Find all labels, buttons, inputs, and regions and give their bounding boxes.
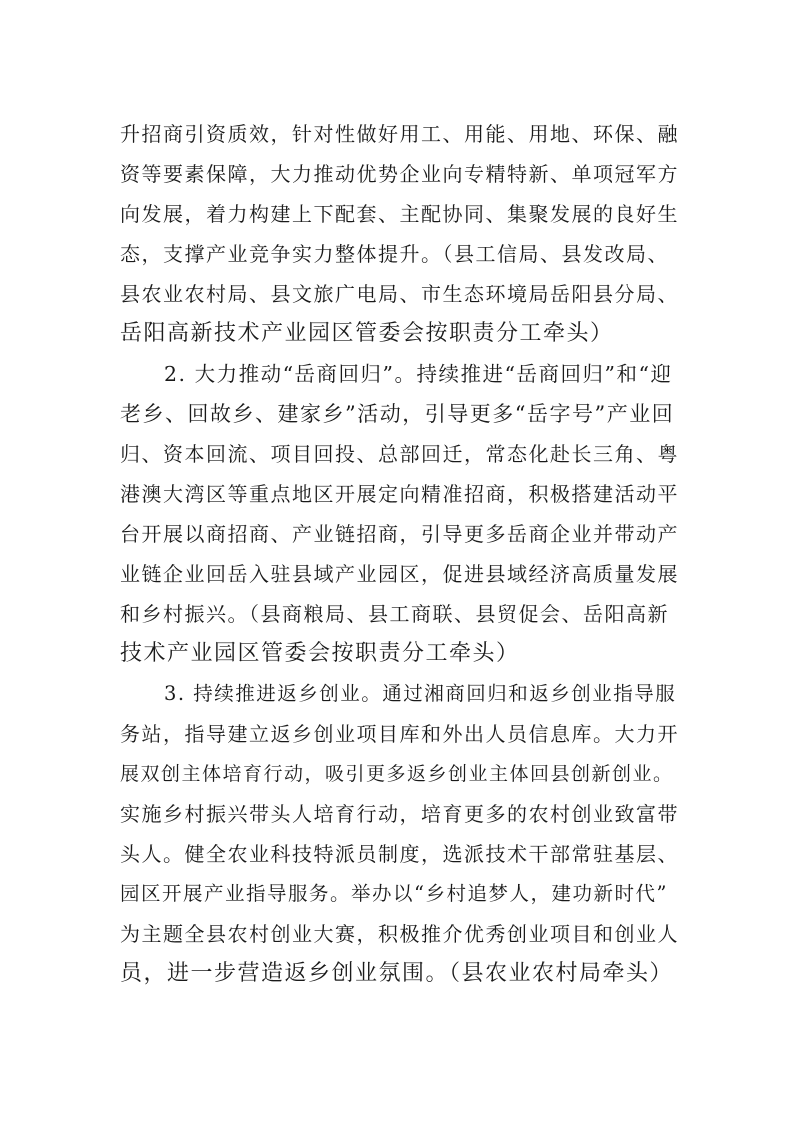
text-line-14: 技术产业园区管委会按职责分工牵头） [120, 641, 520, 666]
text-line-13: 和乡村振兴。（县商粮局、县工商联、县贸促会、岳阳高新 [120, 602, 669, 626]
text-line-20: 园区开展产业指导服务。举办以“乡村追梦人，建功新时代” [120, 882, 668, 905]
text-line-21: 为主题全县农村创业大赛，积极推介优秀创业项目和创业人 [120, 922, 679, 946]
text-line-2: 资等要素保障，大力推动优势企业向专精特新、单项冠军方 [120, 162, 679, 186]
text-line-1: 升招商引资质效，针对性做好用工、用能、用地、环保、融 [120, 122, 679, 146]
text-line-11: 台开展以商招商、产业链招商，引导更多岳商企业并带动产 [120, 522, 679, 546]
text-line-9: 归、资本回流、项目回投、总部回迁，常态化赴长三角、粤 [120, 442, 679, 466]
text-line-18: 实施乡村振兴带头人培育行动，培育更多的农村创业致富带 [120, 802, 679, 826]
text-line-5: 县农业农村局、县文旅广电局、市生态环境局岳阳县分局、 [120, 282, 679, 306]
text-line-8: 老乡、回故乡、建家乡”活动，引导更多“岳字号”产业回 [120, 402, 675, 426]
text-line-19: 头人。健全农业科技特派员制度，选派技术干部常驻基层、 [120, 842, 679, 866]
text-line-17: 展双创主体培育行动，吸引更多返乡创业主体回县创新创业。 [120, 763, 674, 785]
text-line-12: 业链企业回岳入驻县域产业园区，促进县域经济高质量发展 [120, 562, 679, 586]
text-line-6: 岳阳高新技术产业园区管委会按职责分工牵头） [120, 321, 614, 346]
text-line-10: 港澳大湾区等重点地区开展定向精准招商，积极搭建活动平 [120, 482, 679, 506]
text-line-4: 态，支撑产业竞争实力整体提升。（县工信局、县发改局、 [120, 242, 669, 266]
item-3-heading-line: 3. 持续推进返乡创业。通过湘商回归和返乡创业指导服 [164, 682, 677, 705]
text-line-3: 向发展，着力构建上下配套、主配协同、集聚发展的良好生 [120, 202, 679, 226]
text-line-22: 员，进一步营造返乡创业氛围。（县农业农村局牵头） [120, 961, 674, 986]
item-2-heading-line: 2. 大力推动“岳商回归”。持续推进“岳商回归”和“迎 [164, 362, 673, 386]
text-line-16: 务站，指导建立返乡创业项目库和外出人员信息库。大力开 [120, 722, 679, 746]
